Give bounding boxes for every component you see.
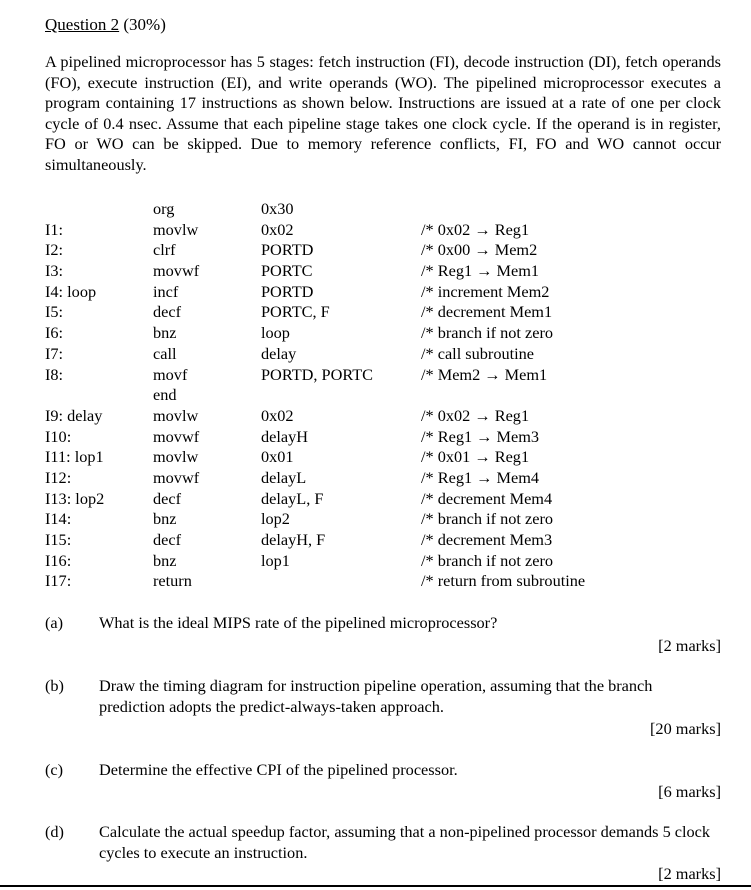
instruction-comment: /* increment Mem2 [421, 281, 550, 301]
page-bottom-rule [0, 885, 751, 887]
instruction-operand: PORTC [261, 261, 313, 281]
instruction-comment: /* 0x02 → Reg1 [421, 405, 530, 425]
instruction-label: I1: [45, 219, 64, 239]
instruction-comment: /* 0x00 → Mem2 [421, 240, 538, 260]
part-text: What is the ideal MIPS rate of the pipelined microprocessor? [99, 613, 498, 632]
instruction-opcode: movwf [153, 426, 200, 446]
instruction-opcode: org [153, 199, 175, 218]
instruction-operand: PORTD [261, 240, 314, 260]
instruction-opcode: movf [153, 364, 188, 384]
instruction-label: I14: [45, 509, 72, 529]
instruction-operand: delayH, F [261, 530, 326, 549]
instruction-comment: /* return from subroutine [421, 571, 586, 591]
instruction-operand: delay [261, 343, 297, 363]
part-letter: (d) [45, 822, 64, 841]
instruction-operand: 0x02 [261, 405, 294, 425]
instruction-opcode: movlw [153, 405, 199, 425]
instruction-comment: /* 0x01 → Reg1 [421, 447, 530, 467]
instruction-label: I17: [45, 571, 72, 591]
instruction-comment: /* branch if not zero [421, 509, 554, 529]
question-number: Question 2 [45, 15, 120, 34]
part-marks: [2 marks] [658, 636, 721, 655]
instruction-comment: /* branch if not zero [421, 550, 554, 570]
instruction-opcode: return [153, 571, 192, 591]
instruction-opcode: decf [153, 302, 182, 322]
instruction-operand: delayH [261, 426, 309, 446]
instruction-label: I13: lop2 [45, 488, 105, 508]
program-line [45, 509, 725, 530]
instruction-label: I2: [45, 240, 64, 260]
instruction-comment: /* decrement Mem4 [421, 488, 553, 508]
program-line [45, 282, 725, 303]
question-title [45, 15, 166, 35]
instruction-label: I6: [45, 323, 64, 343]
program-line [45, 551, 725, 572]
program-line [45, 427, 725, 448]
instruction-opcode: decf [153, 488, 182, 508]
program-line [45, 489, 725, 510]
question-intro: A pipelined microprocessor has 5 stages: fetch instruction (FI), decode instruction (DI), fetch operands (FO), execute instruction (EI), and write operands (WO). The pipelined microprocessor executes a program containing 17 instructions as shown below. Instructions are issued at a rate of one per clock cycle of 0.4 nsec. Assume that each pipeline stage takes one clock cycle. If the operand is in register, FO or WO can be skipped. Due to memory reference conflicts, FI, FO and WO cannot occur simultaneously. [45, 52, 721, 174]
instruction-comment: /* Reg1 → Mem3 [421, 426, 540, 446]
instruction-label: I9: delay [45, 405, 103, 425]
instruction-opcode: movlw [153, 447, 199, 467]
instruction-label: I4: loop [45, 281, 97, 301]
instruction-operand: delayL [261, 467, 307, 487]
part-text: Calculate the actual speedup factor, assuming that a non-pipelined processor demands 5 clock cycles to execute an instruction. [99, 822, 711, 862]
instruction-operand: 0x30 [261, 199, 294, 218]
instruction-operand: lop1 [261, 550, 290, 570]
program-listing [45, 199, 725, 592]
instruction-opcode: clrf [153, 240, 176, 260]
program-line [45, 447, 725, 468]
instruction-opcode: bnz [153, 509, 177, 529]
instruction-operand: 0x02 [261, 219, 294, 239]
instruction-comment: /* decrement Mem1 [421, 302, 553, 322]
instruction-opcode: call [153, 343, 177, 363]
instruction-operand: PORTC, F [261, 302, 330, 322]
instruction-operand: PORTD, PORTC [261, 364, 374, 384]
instruction-opcode: movwf [153, 467, 200, 487]
instruction-operand: delayL, F [261, 488, 324, 508]
instruction-opcode: incf [153, 281, 179, 301]
program-line [45, 199, 725, 220]
instruction-opcode: bnz [153, 550, 177, 570]
instruction-operand: PORTD [261, 281, 314, 301]
program-line [45, 323, 725, 344]
instruction-operand: lop2 [261, 509, 290, 529]
part-marks: [6 marks] [658, 782, 721, 801]
instruction-operand: loop [261, 323, 290, 343]
instruction-opcode: movlw [153, 219, 199, 239]
instruction-label: I10: [45, 426, 72, 446]
instruction-comment: /* decrement Mem3 [421, 530, 553, 549]
program-line [45, 530, 725, 551]
question-weight: (30%) [123, 15, 166, 34]
instruction-comment: /* branch if not zero [421, 323, 554, 343]
instruction-label: I7: [45, 343, 64, 363]
part-letter: (a) [45, 613, 64, 632]
instruction-opcode: decf [153, 530, 182, 549]
part-letter: (c) [45, 760, 64, 779]
program-line [45, 571, 725, 592]
instruction-label: I3: [45, 261, 64, 281]
part-letter: (b) [45, 676, 64, 695]
program-line [45, 385, 725, 406]
program-line [45, 240, 725, 261]
instruction-label: I12: [45, 467, 72, 487]
instruction-comment: /* Mem2 → Mem1 [421, 364, 548, 384]
instruction-comment: /* call subroutine [421, 343, 535, 363]
program-line [45, 220, 725, 241]
instruction-operand: 0x01 [261, 447, 294, 467]
instruction-opcode: bnz [153, 323, 177, 343]
program-line [45, 261, 725, 282]
program-line [45, 365, 725, 386]
instruction-label: I8: [45, 364, 64, 384]
part-marks: [2 marks] [658, 864, 721, 883]
instruction-opcode: movwf [153, 261, 200, 281]
instruction-comment: /* 0x02 → Reg1 [421, 219, 530, 239]
instruction-comment: /* Reg1 → Mem1 [421, 261, 540, 281]
part-text: Determine the effective CPI of the pipelined processor. [99, 760, 458, 779]
program-line [45, 302, 725, 323]
program-line [45, 344, 725, 365]
instruction-label: I5: [45, 302, 64, 322]
instruction-label: I16: [45, 550, 72, 570]
instruction-opcode: end [153, 385, 177, 405]
instruction-label: I11: lop1 [45, 447, 104, 467]
instruction-label: I15: [45, 530, 72, 549]
part-marks: [20 marks] [650, 719, 721, 738]
part-text: Draw the timing diagram for instruction pipeline operation, assuming that the branch prediction adopts the predict-always-taken approach. [99, 676, 653, 716]
program-line [45, 468, 725, 489]
program-line [45, 406, 725, 427]
instruction-comment: /* Reg1 → Mem4 [421, 467, 540, 487]
